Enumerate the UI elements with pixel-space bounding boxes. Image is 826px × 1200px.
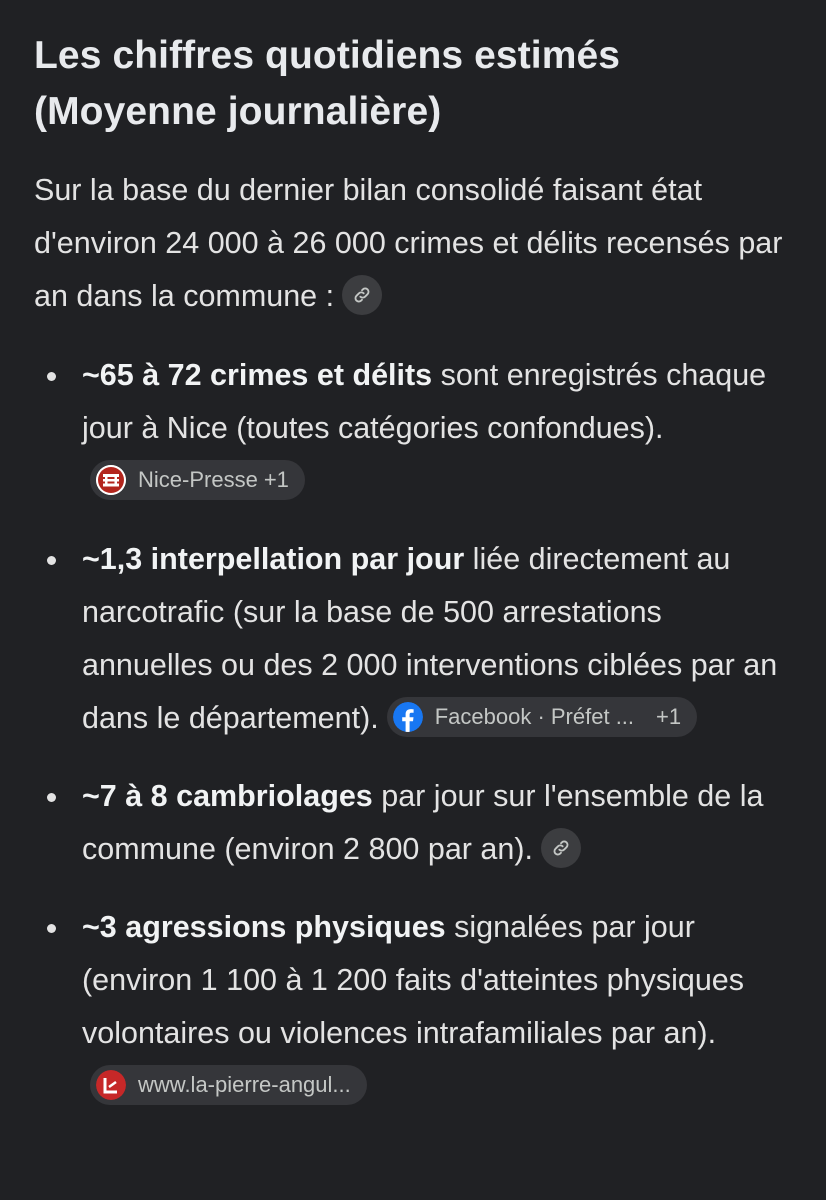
la-pierre-angulaire-logo	[96, 1070, 126, 1100]
bullet-dot	[47, 793, 56, 802]
list-item	[34, 533, 796, 745]
source-label: www.la-pierre-angul...	[138, 1071, 351, 1097]
bullet-dot	[47, 924, 56, 933]
bullet-dot	[47, 556, 56, 565]
item-bold-text: ~1,3 interpellation par jour	[82, 542, 465, 576]
list-item	[34, 901, 796, 1113]
list-item	[34, 349, 796, 508]
item-text: sont enregistrés chaque jour à Nice (toutes catégories confondues).	[82, 358, 767, 445]
bullet-dot	[47, 372, 56, 381]
section-heading	[34, 28, 796, 140]
facebook-logo	[393, 702, 423, 732]
nice-presse-logo	[96, 465, 126, 495]
item-bold-text: ~65 à 72 crimes et délits	[82, 358, 433, 392]
item-text: par jour sur l'ensemble de la commune (environ 2 800 par an).	[82, 779, 764, 866]
heading-line-2: (Moyenne journalière)	[34, 90, 442, 133]
stats-list	[34, 349, 796, 1113]
item-text: liée directement au narcotrafic (sur la base de 500 arrestations annuelles ou des 2 000 interventions ciblées par an dans le département).	[82, 542, 778, 735]
source-chip-nice-presse[interactable]	[90, 460, 305, 500]
heading-line-1: Les chiffres quotidiens estimés	[34, 34, 621, 77]
link-icon[interactable]	[541, 828, 581, 868]
source-label: Facebook · Préfet ...	[434, 703, 635, 729]
source-chip-la-pierre-angulaire[interactable]	[90, 1065, 367, 1105]
source-chip-facebook[interactable]	[387, 697, 697, 737]
intro-paragraph	[34, 164, 796, 323]
item-bold-text: ~7 à 8 cambriolages	[82, 779, 373, 813]
link-icon[interactable]	[342, 275, 382, 315]
source-count: +1	[263, 467, 289, 493]
intro-text: Sur la base du dernier bilan consolidé faisant état d'environ 24 000 à 26 000 crimes et délits recensés par an dans la commune :	[34, 173, 783, 313]
item-bold-text: ~3 agressions physiques	[82, 910, 446, 944]
item-text: signalées par jour (environ 1 100 à 1 200 faits d'atteintes physiques volontaires ou violences intrafamiliales par an).	[82, 910, 745, 1050]
source-label: Nice-Presse	[138, 466, 258, 492]
list-item	[34, 770, 796, 876]
source-count: +1	[656, 704, 682, 730]
